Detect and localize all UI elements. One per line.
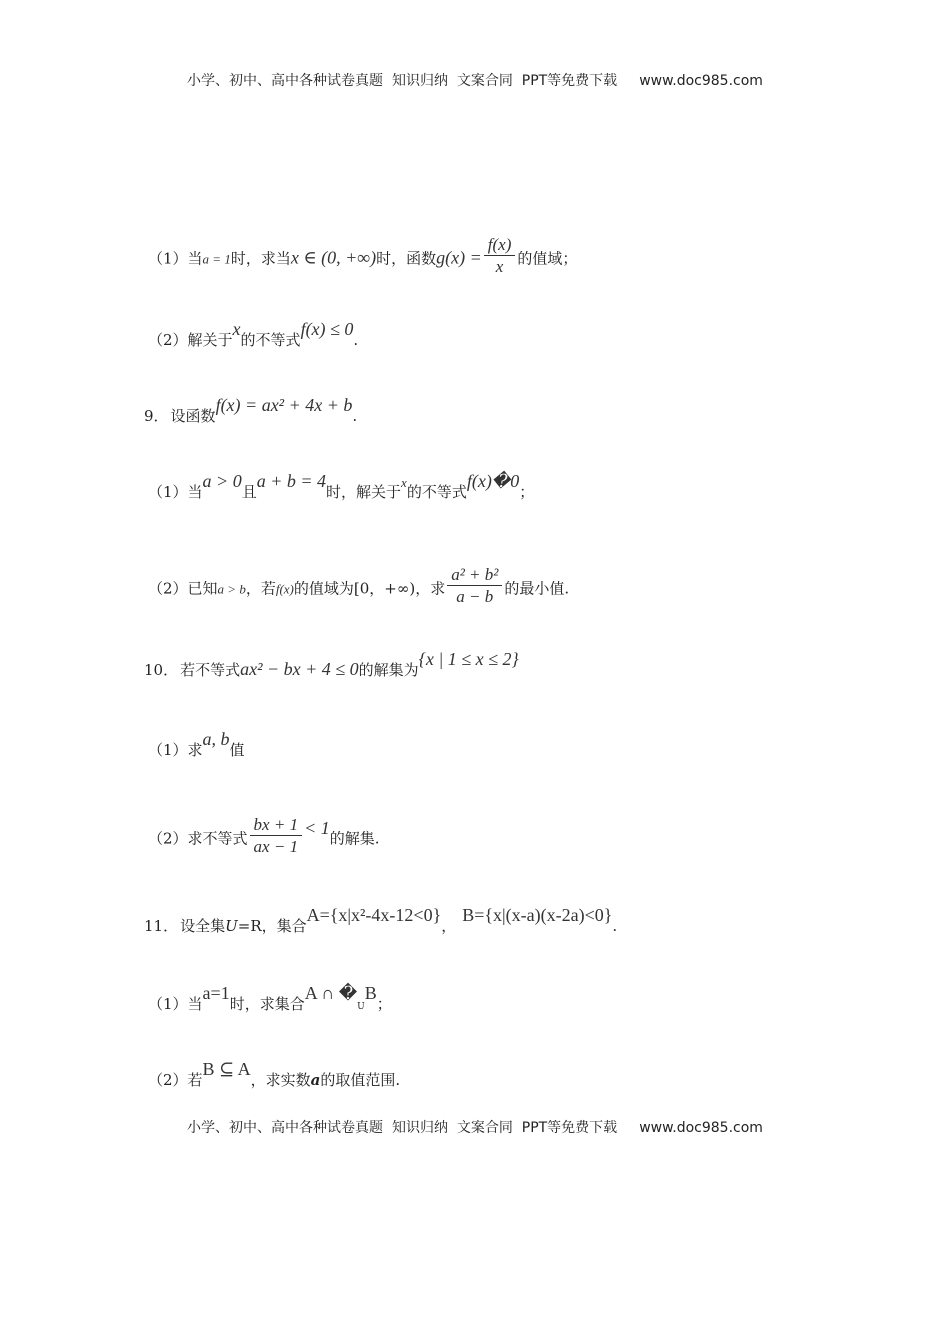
- header-url: www.doc985.com: [639, 73, 763, 89]
- q10-part1: [148, 729, 245, 759]
- q9-p1-text2: 时，解关于: [326, 483, 402, 501]
- q9-number: 9．: [144, 407, 169, 425]
- q9-p1-ineq: f(x)�0: [466, 471, 520, 491]
- q10-p2-frac-num: bx + 1: [250, 816, 303, 836]
- q9-p1-cond2: a + b = 4: [256, 471, 327, 491]
- q9-p2-text3: 的最小值.: [504, 579, 570, 598]
- q10-solution-set: {x | 1 ≤ x ≤ 2}: [418, 649, 519, 669]
- q8-p1-frac-den: x: [495, 257, 504, 276]
- q11-p1-expr: A ∩ �: [304, 983, 358, 1003]
- q11-p2-label: （2）若: [148, 1071, 203, 1089]
- q9-p2-text1: ，若: [245, 579, 276, 598]
- q10-p2-label: （2）求不等式: [148, 829, 248, 848]
- q8-p1-g: g(x) =: [436, 247, 482, 268]
- q11-p1-label: （1）当: [148, 995, 203, 1013]
- q10-p2-frac-den: ax − 1: [253, 837, 299, 856]
- q11-p1-cond: a=1: [202, 983, 230, 1003]
- q9-p2-cond1: a > b: [217, 581, 246, 597]
- q8-p1-frac-num: f(x): [484, 236, 516, 256]
- q9-p1-text1: 且: [241, 483, 257, 501]
- q11-part1: [148, 983, 392, 1013]
- q9-p2-fx: f(x): [275, 581, 294, 597]
- q11-universal-set: U: [225, 917, 238, 935]
- q11-separator: ，: [441, 917, 457, 935]
- q9-part2: [148, 565, 570, 609]
- q9-p2-frac-den: a − b: [456, 587, 494, 606]
- q8-p2-text1: 的不等式: [240, 331, 301, 349]
- page-footer: [0, 1117, 950, 1137]
- q9-part1: [148, 471, 535, 501]
- q8-p1-cond: a = 1: [202, 251, 231, 267]
- q11-text2: =R，集合: [237, 917, 307, 935]
- q9-p1-var: x: [401, 475, 407, 490]
- q9-p1-cond1: a > 0: [202, 471, 242, 491]
- q10-p1-text1: 值: [229, 741, 245, 759]
- q10-p2-rhs: < 1: [304, 817, 330, 838]
- q9-p2-text2: 的值域为[0，+∞)，求: [293, 579, 446, 598]
- q11-text1: 设全集: [180, 917, 226, 935]
- q10-stem: [144, 649, 519, 679]
- q8-p1-text3: 的值域；: [517, 249, 578, 268]
- q8-p1-text1: 时，求当: [230, 249, 291, 268]
- q11-stem: [144, 905, 618, 935]
- page-header: [0, 70, 950, 90]
- q10-text1: 若不等式: [180, 661, 241, 679]
- q11-p1-end: ；: [376, 995, 392, 1013]
- q10-text2: 的解集为: [358, 661, 419, 679]
- q10-part2: [148, 815, 380, 859]
- q8-p1-text2: 时，函数: [376, 249, 437, 268]
- q11-set-a: A={x|x²-4x-12<0}: [306, 905, 442, 925]
- q9-p2-fraction: [447, 566, 502, 605]
- q8-part2: [148, 319, 359, 349]
- q10-p2-text1: 的解集.: [329, 829, 380, 848]
- header-text: 小学、初中、高中各种试卷真题 知识归纳 文案合同 PPT等免费下载: [187, 73, 618, 89]
- q11-p2-var: a: [310, 1071, 321, 1089]
- q9-p1-end: ；: [519, 483, 535, 501]
- q10-inequality: ax² − bx + 4 ≤ 0: [240, 659, 359, 679]
- q10-number: 10．: [144, 661, 179, 679]
- q11-p1-text1: 时，求集合: [229, 995, 305, 1013]
- q11-p2-text1: ，求实数: [250, 1071, 311, 1089]
- q8-p1-fraction: [484, 236, 516, 275]
- q10-p1-vars: a, b: [202, 729, 230, 749]
- q11-p1-expr2: B: [364, 983, 377, 1003]
- q11-p1-subscript: U: [357, 1002, 365, 1012]
- footer-text: 小学、初中、高中各种试卷真题 知识归纳 文案合同 PPT等免费下载: [187, 1120, 618, 1136]
- q11-end: .: [612, 917, 618, 935]
- q11-set-b: B={x|(x-a)(x-2a)<0}: [462, 905, 613, 925]
- q9-end: .: [352, 407, 358, 425]
- q10-p1-label: （1）求: [148, 741, 203, 759]
- q9-stem: [144, 395, 358, 425]
- q8-p2-var: x: [232, 319, 241, 339]
- q8-p1-domain: x ∈ (0, +∞): [290, 247, 377, 268]
- q10-p2-fraction: [250, 816, 303, 855]
- q9-function: f(x) = ax² + 4x + b: [215, 395, 353, 415]
- q11-number: 11．: [144, 917, 179, 935]
- q9-p1-label: （1）当: [148, 483, 203, 501]
- footer-url: www.doc985.com: [639, 1120, 763, 1136]
- q8-p2-end: .: [353, 331, 359, 349]
- q8-part1: [148, 235, 578, 279]
- q9-p1-text3: 的不等式: [406, 483, 467, 501]
- q11-part2: [148, 1059, 401, 1089]
- q9-p2-frac-num: a² + b²: [447, 566, 502, 586]
- q9-p2-label: （2）已知: [148, 579, 218, 598]
- q9-text1: 设函数: [170, 407, 216, 425]
- q8-p2-label: （2）解关于: [148, 331, 233, 349]
- q11-p2-text2: 的取值范围.: [320, 1071, 401, 1089]
- q8-p1-label: （1）当: [148, 249, 203, 268]
- q11-p2-cond: B ⊆ A: [202, 1059, 251, 1079]
- q8-p2-ineq: f(x) ≤ 0: [300, 319, 354, 339]
